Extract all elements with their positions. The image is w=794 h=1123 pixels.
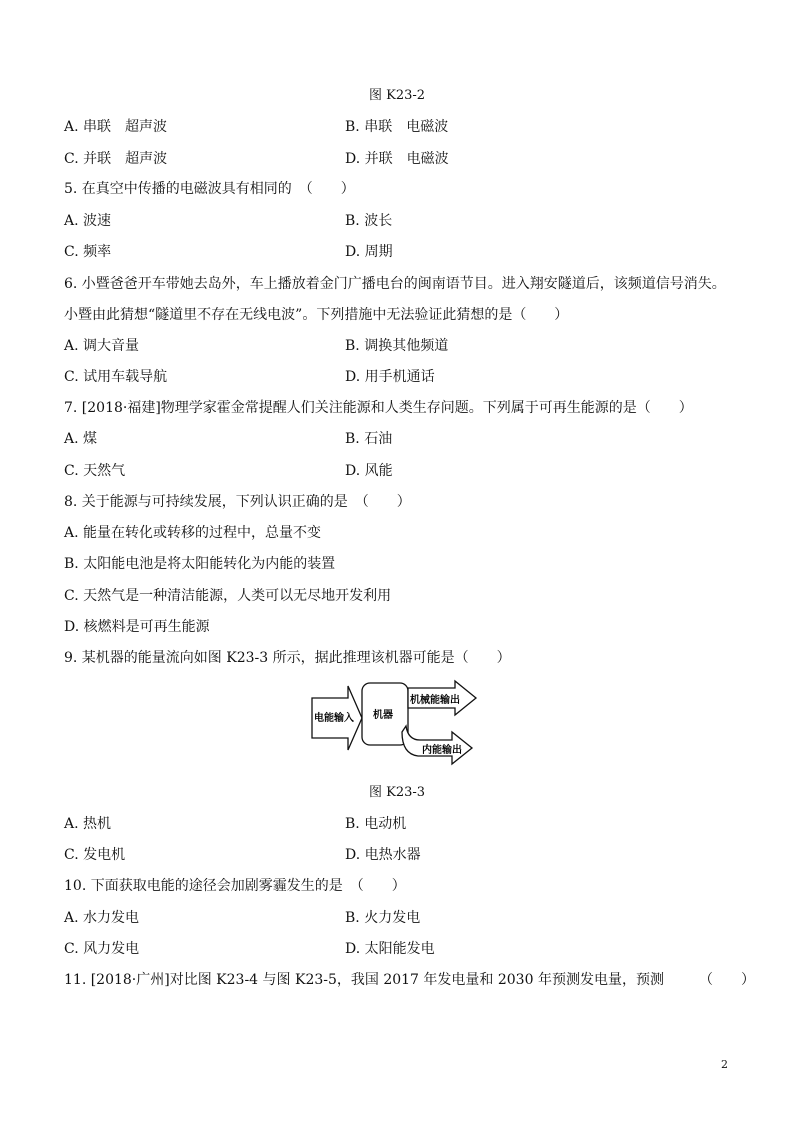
q5-option-a: A. 波速 [64,213,112,229]
q10-option-c: C. 风力发电 [64,941,140,957]
q10-option-a: A. 水力发电 [64,910,140,926]
q7-option-d: D. 风能 [345,463,393,479]
q9-option-a: A. 热机 [64,816,112,832]
mechanical-output-label: 机械能输出 [410,695,460,706]
q10-option-b: B. 火力发电 [345,910,421,926]
q6-option-b: B. 调换其他频道 [345,338,449,354]
q8-option-a: A. 能量在转化或转移的过程中，总量不变 [64,525,322,541]
question-7-stem: 7. [2018·福建]物理学家霍金常提醒人们关注能源和人类生存问题。下列属于可再生能源的是（ ） [64,400,693,416]
q8-option-d: D. 核燃料是可再生能源 [64,619,210,635]
page-number: 2 [721,1058,728,1071]
q7-option-b: B. 石油 [345,431,393,447]
q9-option-b: B. 电动机 [345,816,407,832]
q8-option-b: B. 太阳能电池是将太阳能转化为内能的装置 [64,556,336,572]
question-6-stem-line2: 小暨由此猜想“隧道里不存在无线电波”。下列措施中无法验证此猜想的是（ ） [64,307,569,323]
q6-option-a: A. 调大音量 [64,338,140,354]
question-10-stem: 10. 下面获取电能的途径会加剧雾霾发生的是 （ ） [64,878,406,894]
question-9-stem: 9. 某机器的能量流向如图 K23-3 所示，据此推理该机器可能是（ ） [64,650,511,666]
q5-option-b: B. 波长 [345,213,393,229]
q6-option-c: C. 试用车载导航 [64,369,168,385]
question-5-stem: 5. 在真空中传播的电磁波具有相同的 （ ） [64,181,355,197]
machine-label: 机器 [373,710,393,721]
q4-option-b: B. 串联 电磁波 [345,119,449,135]
internal-output-label: 内能输出 [422,745,462,756]
q8-option-c: C. 天然气是一种清洁能源，人类可以无尽地开发利用 [64,588,392,604]
q9-option-c: C. 发电机 [64,847,126,863]
q4-option-d: D. 并联 电磁波 [345,151,449,167]
q5-option-d: D. 周期 [345,244,393,260]
q10-option-d: D. 太阳能发电 [345,941,435,957]
question-6-stem-line1: 6. 小暨爸爸开车带她去岛外，车上播放着金门广播电台的闽南语节目。进入翔安隧道后，该频道信号消失。 [64,276,726,292]
q4-option-c: C. 并联 超声波 [64,151,168,167]
q7-option-c: C. 天然气 [64,463,126,479]
q4-option-a: A. 串联 超声波 [64,119,168,135]
input-label: 电能输入 [314,713,354,724]
question-11-stem: 11. [2018·广州]对比图 K23-4 与图 K23-5，我国 2017 年发电量和 2030 年预测发电量，预测 （ ） [64,972,755,988]
figure-caption-k23-2: 图 K23-2 [368,88,426,103]
q5-option-c: C. 频率 [64,244,112,260]
figure-caption-k23-3: 图 K23-3 [368,785,426,800]
q7-option-a: A. 煤 [64,431,98,447]
q6-option-d: D. 用手机通话 [345,369,435,385]
question-8-stem: 8. 关于能源与可持续发展，下列认识正确的是 （ ） [64,494,411,510]
energy-flow-diagram [310,678,480,770]
q9-option-d: D. 电热水器 [345,847,421,863]
